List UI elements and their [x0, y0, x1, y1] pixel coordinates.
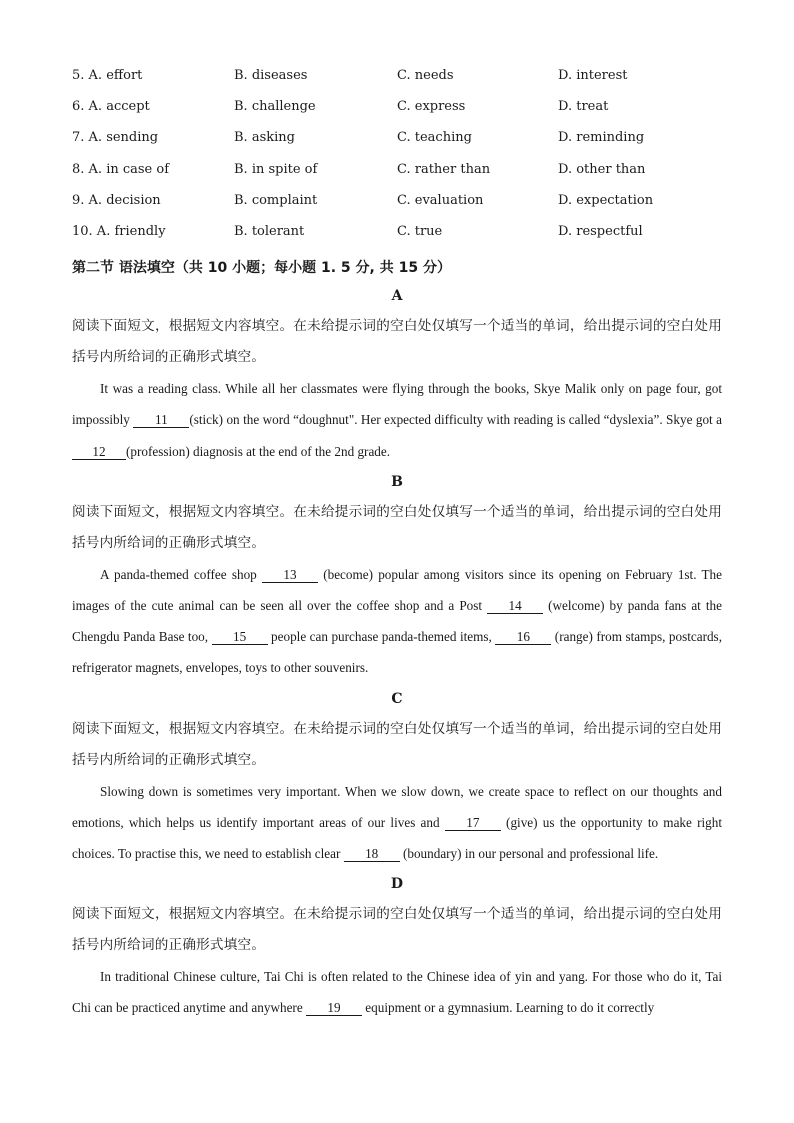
- option-c: C. needs: [397, 68, 454, 84]
- part-a-heading: A: [391, 288, 403, 305]
- blank-16[interactable]: 16: [495, 630, 551, 645]
- option-row-8: [72, 154, 722, 185]
- option-b: B. complaint: [234, 192, 318, 208]
- blank-17[interactable]: 17: [445, 816, 501, 831]
- option-c: C. rather than: [397, 161, 491, 177]
- text: (welcome) by panda fans at the Chengdu Panda Base too,: [72, 597, 722, 645]
- blank-15[interactable]: 15: [212, 630, 268, 645]
- option-row-7: [72, 122, 722, 153]
- passage-c: [72, 776, 722, 870]
- option-row-10: [72, 216, 722, 247]
- text: (become) popular among visitors since its opening on February 1st. The images of the cute animal can be seen all over the coffee shop and a Post: [72, 566, 722, 613]
- option-b: B. asking: [234, 130, 295, 146]
- text: equipment or a gymnasium. Learning to do it correctly: [361, 1000, 655, 1016]
- text: (profession) diagnosis at the end of the 2nd grade.: [126, 443, 391, 459]
- text: people can purchase panda-themed items,: [267, 629, 496, 645]
- option-d: D. expectation: [558, 192, 654, 208]
- option-a: 8. A. in case of: [72, 161, 170, 177]
- option-row-9: [72, 185, 722, 216]
- options-table: [72, 60, 722, 247]
- option-d: D. interest: [558, 68, 628, 84]
- text: In traditional Chinese culture, Tai Chi is often related to the Chinese idea of yin and yang. For those who do it, Tai Chi can be practiced anytime and anywhere: [72, 969, 722, 1016]
- text: (range) from stamps, postcards, refrigerator magnets, envelopes, toys to other souvenirs.: [72, 629, 722, 676]
- option-row-5: [72, 60, 722, 91]
- section-title: 第二节 语法填空（共 10 小题；每小题 1. 5 分, 共 15 分）: [72, 260, 451, 277]
- option-c: C. evaluation: [397, 192, 484, 208]
- option-b: B. tolerant: [234, 224, 305, 240]
- option-a: 7. A. sending: [72, 130, 159, 146]
- part-d-heading: D: [390, 876, 404, 893]
- option-a: 6. A. accept: [72, 99, 150, 115]
- option-a: 5. A. effort: [72, 68, 143, 84]
- option-b: B. challenge: [234, 99, 316, 115]
- option-b: B. diseases: [234, 68, 308, 84]
- option-a: 9. A. decision: [72, 192, 161, 208]
- blank-13[interactable]: 13: [262, 568, 318, 583]
- text: (stick) on the word “doughnut". Her expected difficulty with reading is called “dyslexia”. Skye got a: [189, 412, 723, 428]
- blank-14[interactable]: 14: [487, 599, 543, 614]
- option-c: C. teaching: [397, 130, 472, 146]
- option-c: C. express: [397, 99, 466, 115]
- instruction-c: 阅读下面短文，根据短文内容填空。在未给提示词的空白处仅填写一个适当的单词，给出提示词的空白处用括号内所给词的正确形式填空。: [72, 720, 722, 768]
- part-b-heading: B: [391, 473, 403, 490]
- blank-18[interactable]: 18: [344, 847, 400, 862]
- instruction-d: 阅读下面短文，根据短文内容填空。在未给提示词的空白处仅填写一个适当的单词，给出提示词的空白处用括号内所给词的正确形式填空。: [72, 906, 722, 954]
- blank-12[interactable]: 12: [72, 445, 126, 460]
- instruction-a: 阅读下面短文，根据短文内容填空。在未给提示词的空白处仅填写一个适当的单词，给出提示词的空白处用括号内所给词的正确形式填空。: [72, 318, 722, 366]
- text: (boundary) in our personal and professional life.: [399, 845, 659, 861]
- exam-page: [72, 60, 722, 1024]
- passage-b: [72, 559, 722, 684]
- option-d: D. respectful: [558, 224, 643, 240]
- text: Slowing down is sometimes very important. When we slow down, we create space to reflect on our thoughts and emotions, which helps us identify important areas of our lives and: [72, 783, 722, 830]
- instruction-b: 阅读下面短文，根据短文内容填空。在未给提示词的空白处仅填写一个适当的单词，给出提示词的空白处用括号内所给词的正确形式填空。: [72, 503, 722, 551]
- option-a: 10. A. friendly: [72, 224, 166, 240]
- passage-a: [72, 373, 722, 467]
- blank-19[interactable]: 19: [306, 1001, 362, 1016]
- option-b: B. in spite of: [234, 161, 318, 177]
- passage-d: [72, 961, 722, 1023]
- option-d: D. other than: [558, 161, 646, 177]
- option-d: D. reminding: [558, 130, 645, 146]
- option-d: D. treat: [558, 99, 609, 115]
- option-row-6: [72, 91, 722, 122]
- text: (give) us the opportunity to make right choices. To practise this, we need to establish clear: [72, 814, 723, 861]
- text: It was a reading class. While all her classmates were flying through the books, Skye Malik only on page four, got impossibly: [72, 381, 722, 428]
- blank-11[interactable]: 11: [133, 413, 189, 428]
- option-c: C. true: [397, 224, 443, 240]
- text: A panda-themed coffee shop: [100, 566, 262, 582]
- part-c-heading: C: [391, 690, 403, 707]
